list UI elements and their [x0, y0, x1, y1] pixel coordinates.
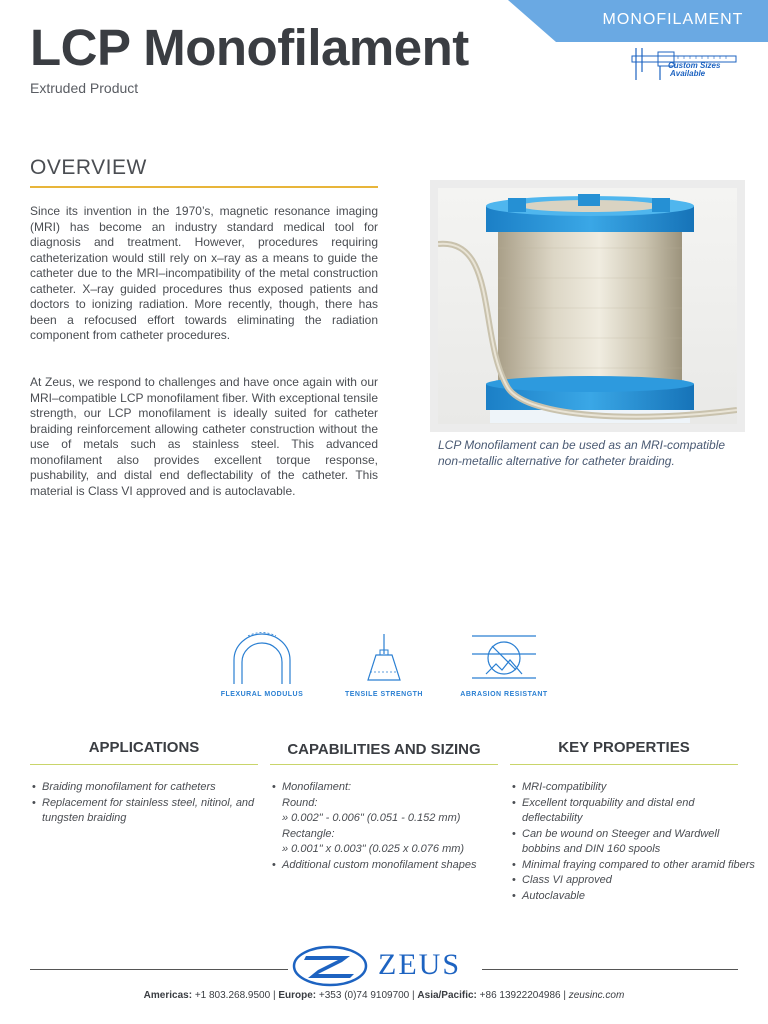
key-properties-rule: [510, 764, 738, 765]
list-item: » 0.001" x 0.003" (0.025 x 0.076 mm): [282, 843, 465, 855]
applications-list: [30, 780, 272, 827]
list-item: Round:: [282, 796, 318, 809]
list-item: • MRI-compatibility: [522, 780, 758, 796]
overview-paragraph-2: At Zeus, we respond to challenges and have once again with our MRI–compatible LCP monofilament fiber. With exceptional tensile strength, our LCP monofilament is ideally suited for catheter braiding reinforcement allowing catheter construction without the use of metals such as stainless steel. This advanced monofilament also provides excellent torque response, pushability, and distal end deflectability of the catheter. This material is Class VI approved and is autoclavable.: [30, 375, 378, 498]
list-item: • Braiding monofilament for catheters: [42, 780, 272, 796]
footer-rule-left: [30, 969, 288, 970]
list-item: Rectangle:: [282, 827, 335, 840]
capabilities-heading: CAPABILITIES AND SIZING: [287, 741, 481, 758]
overview-heading: OVERVIEW: [30, 156, 147, 179]
applications-heading: APPLICATIONS: [88, 739, 200, 756]
key-properties-heading: KEY PROPERTIES: [558, 739, 690, 756]
list-item: • Minimal fraying compared to other aramid fibers: [522, 858, 758, 874]
spool-photo: [438, 188, 737, 424]
list-item: • Additional custom monofilament shapes: [282, 858, 514, 874]
list-item: • Excellent torquability and distal end deflectability: [522, 796, 758, 827]
overview-rule: [30, 186, 378, 188]
logo-wordmark: ZEUS: [378, 948, 461, 981]
page-title: LCP Monofilament: [30, 19, 469, 76]
flexural-modulus-icon: [230, 632, 294, 684]
category-tag: [508, 0, 768, 42]
footer-contact: Americas: +1 803.268.9500 | Europe: +353 (0)74 9109700 | Asia/Pacific: +86 13922204986 | zeusinc.com: [143, 990, 625, 1001]
capabilities-list: [270, 780, 514, 873]
badge-text: Custom Sizes Available: [668, 61, 721, 78]
key-properties-list: [510, 780, 758, 904]
applications-rule: [30, 764, 258, 765]
list-item: » 0.002" - 0.006" (0.051 - 0.152 mm): [282, 812, 461, 824]
page-subtitle: Extruded Product: [30, 80, 139, 96]
list-item: • Monofilament:: [282, 780, 514, 796]
property-label-tensile-strength: TENSILE STRENGTH: [344, 691, 423, 698]
property-label-abrasion-resistant: ABRASION RESISTANT: [460, 691, 548, 698]
tensile-strength-icon: [364, 634, 404, 686]
list-item: • Autoclavable: [522, 889, 758, 905]
category-tag-label: MONOFILAMENT: [602, 11, 744, 28]
list-item: • Replacement for stainless steel, nitinol, and tungsten braiding: [42, 796, 272, 827]
abrasion-resistant-icon: [472, 634, 536, 686]
zeus-emblem-icon: [292, 944, 372, 988]
capabilities-rule: [270, 764, 498, 765]
list-item: • Class VI approved: [522, 873, 758, 889]
footer-rule-right: [482, 969, 738, 970]
overview-paragraph-1: Since its invention in the 1970’s, magnetic resonance imaging (MRI) has become an industry standard medical tool for diagnosis and treatment. However, procedures requiring catheterization would still rely on x–ray as a means to guide the catheter due to the MRI–incompatibility of the metal construction catheter. X–ray guided procedures thus exposed patients and doctors to ionizing radiation. More recently, though, there has been a refocused effort towards eliminating the radiation component from catheter procedures.: [30, 204, 378, 342]
list-item: • Can be wound on Steeger and Wardwell bobbins and DIN 160 spools: [522, 827, 758, 858]
custom-sizes-badge: [630, 44, 740, 84]
property-label-flexural-modulus: FLEXURAL MODULUS: [220, 691, 304, 698]
website-link[interactable]: zeusinc.com: [568, 990, 625, 1001]
photo-caption: LCP Monofilament can be used as an MRI-compatible non-metallic alternative for catheter braiding.: [438, 438, 726, 468]
zeus-logo[interactable]: [292, 944, 482, 988]
